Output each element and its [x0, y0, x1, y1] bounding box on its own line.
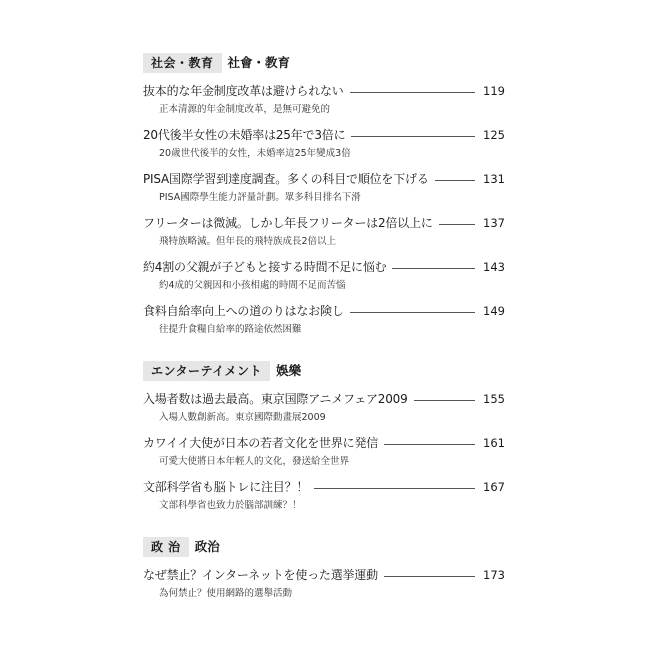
toc-entry[interactable]	[143, 302, 505, 346]
section-tag: エンターテイメント	[143, 361, 270, 381]
entry-subtitle: 往提升食糧自給率的路途依然困難	[159, 324, 302, 335]
entry-subtitle: 正本清源的年金制度改革，是無可避免的	[159, 104, 331, 115]
leader-line	[392, 268, 475, 269]
entry-page-number: 167	[483, 480, 505, 494]
entry-title: 約4割の父親が子どもと接する時間不足に悩む	[143, 260, 387, 274]
entry-page-number: 173	[483, 568, 505, 582]
entry-title: 文部科学省も脳トレに注目？！	[143, 480, 309, 494]
leader-line	[350, 312, 475, 313]
leader-line	[414, 400, 476, 401]
section-politics	[143, 536, 505, 610]
section-header	[143, 52, 505, 74]
toc-entry[interactable]	[143, 82, 505, 126]
entry-subtitle: 文部科學省也致力於腦部訓練？！	[159, 500, 302, 511]
entry-page-number: 155	[483, 392, 505, 406]
section-title: 娛樂	[276, 363, 302, 378]
section-tag: 政 治	[143, 537, 189, 557]
toc-entry[interactable]	[143, 434, 505, 478]
entry-page-number: 119	[483, 84, 505, 98]
section-tag: 社会・教育	[143, 53, 222, 73]
entry-title: フリーターは微減。しかし年長フリーターは2倍以上に	[143, 216, 433, 230]
toc-entry[interactable]	[143, 258, 505, 302]
toc-entry[interactable]	[143, 566, 505, 610]
leader-line	[435, 180, 475, 181]
entry-page-number: 131	[483, 172, 505, 186]
leader-line	[439, 224, 475, 225]
entry-title: 20代後半女性の未婚率は25年で3倍に	[143, 128, 346, 142]
entry-page-number: 161	[483, 436, 505, 450]
entry-title: 食料自給率向上への道のりはなお険し	[143, 304, 344, 318]
toc-entry[interactable]	[143, 170, 505, 214]
leader-line	[351, 136, 475, 137]
entry-subtitle: 為何禁止？使用網路的選舉活動	[159, 588, 293, 599]
entry-subtitle: PISA國際學生能力評量計劃。眾多科目排名下滑	[159, 192, 361, 203]
entry-page-number: 143	[483, 260, 505, 274]
leader-line	[384, 444, 475, 445]
entry-subtitle: 20歲世代後半的女性，未婚率這25年變成3倍	[159, 148, 351, 159]
entry-page-number: 125	[483, 128, 505, 142]
toc-entry[interactable]	[143, 478, 505, 522]
section-society-education	[143, 52, 505, 346]
entry-page-number: 137	[483, 216, 505, 230]
section-title: 社會・教育	[227, 55, 291, 70]
leader-line	[314, 488, 475, 489]
entry-title: なぜ禁止？インターネットを使った選挙運動	[143, 568, 378, 582]
table-of-contents	[143, 52, 505, 610]
entry-subtitle: 約4成的父親因和小孩相處的時間不足而苦惱	[159, 280, 346, 291]
leader-line	[384, 576, 475, 577]
section-title: 政治	[194, 539, 220, 554]
toc-entry[interactable]	[143, 214, 505, 258]
toc-entry[interactable]	[143, 390, 505, 434]
entry-subtitle: 可愛大使將日本年輕人的文化，發送給全世界	[159, 456, 350, 467]
entry-title: 入場者数は過去最高。東京国際アニメフェア2009	[143, 392, 408, 406]
entry-title: PISA国際学習到達度調査。多くの科目で順位を下げる	[143, 172, 429, 186]
section-header	[143, 536, 505, 558]
toc-entry[interactable]	[143, 126, 505, 170]
entry-subtitle: 入場人數創新高。東京國際動畫展2009	[159, 412, 326, 423]
section-header	[143, 360, 505, 382]
entry-title: カワイイ大使が日本の若者文化を世界に発信	[143, 436, 379, 450]
entry-subtitle: 飛特族略減。但年長的飛特族成長2倍以上	[159, 236, 337, 247]
entry-page-number: 149	[483, 304, 505, 318]
entry-title: 抜本的な年金制度改革は避けられない	[143, 84, 344, 98]
leader-line	[350, 92, 475, 93]
section-entertainment	[143, 360, 505, 522]
